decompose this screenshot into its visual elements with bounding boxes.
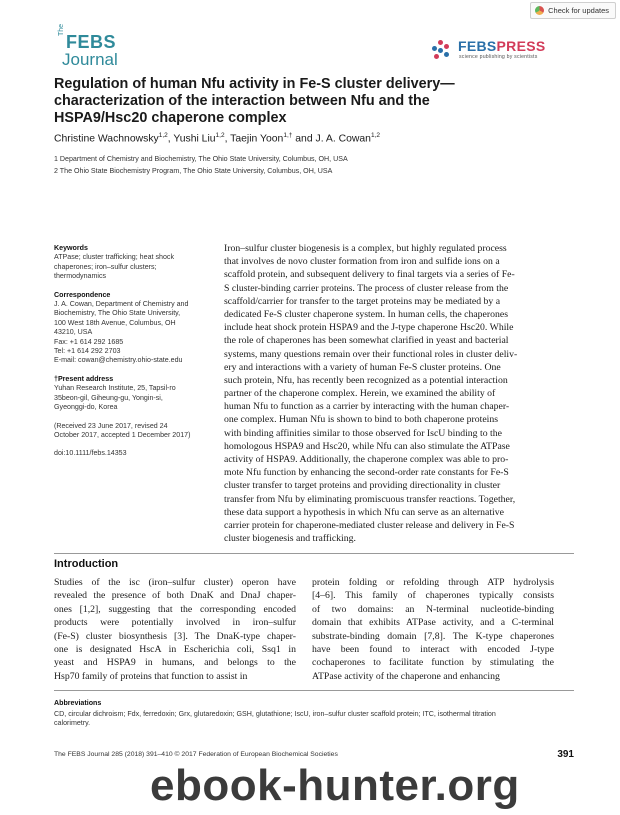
- abstract-line: ery and interactions with a variety of human Fe-S cluster proteins. One: [224, 361, 501, 373]
- intro-line: domain that exhibits ATPase activity, and a C-terminal: [312, 617, 554, 629]
- correspondence-email[interactable]: E-mail: cowan@chemistry.ohio-state.edu: [54, 356, 183, 365]
- check-for-updates-button[interactable]: [530, 2, 616, 19]
- abstract-line: that involves de novo cluster formation from iron and sulfide ions on a: [224, 256, 500, 268]
- present-address-heading: †Present address: [54, 374, 114, 383]
- doi-link[interactable]: doi:10.1111/febs.14353: [54, 449, 127, 458]
- abstract-line: S cluster-binding carrier proteins. The process of cluster release from the: [224, 282, 509, 294]
- abstract-line: activity of HSPA9. Additionally, the chaperone complex was able to pro-: [224, 454, 509, 465]
- dates-line: October 2017, accepted 1 December 2017): [54, 430, 191, 439]
- intro-line: yeast and HSPA9 in humans, and belongs to the: [54, 657, 296, 669]
- author-list: Christine Wachnowsky$^{1,2}$, Yushi Liu$^{1,2}$, Taejin Yoon$^{1,\dagger}$ and J. A. Cowan$^{1,2}$: [54, 132, 381, 145]
- febs-journal-logo: [52, 23, 136, 72]
- present-address-line: Yuhan Research Institute, 25, Tapsil-ro: [54, 384, 176, 393]
- introduction-heading: Introduction: [54, 558, 119, 570]
- abstract-line: scaffold/carrier for transfer to the target proteins may be mediated by a: [224, 295, 501, 307]
- febs-press-tagline: science publishing by scientists: [459, 54, 538, 60]
- correspondence-block: [54, 291, 214, 366]
- intro-line: have been found to interact with encoded J-type: [312, 643, 554, 655]
- watermark: ebook-hunter.org: [150, 761, 520, 810]
- intro-line: Studies of the isc (iron–sulfur cluster) operon have: [54, 577, 296, 588]
- correspondence-line: Fax: +1 614 292 1685: [54, 337, 124, 346]
- abstract-line: scaffold protein, and subsequent delivery to final targets via a series of Fe-: [224, 269, 515, 281]
- author-name: J. A. Cowan: [315, 133, 371, 145]
- intro-line: ATPase activity of the chaperone and enhancing: [312, 670, 500, 682]
- section-divider: [54, 553, 574, 554]
- abstract-line: homologous HSPA9 and Hsc20, while Nfu can also stimulate the ATPase: [224, 440, 510, 452]
- intro-line: of two domains: an N-terminal nucleotide-binding: [312, 603, 554, 615]
- abbreviations-line: calorimetry.: [54, 719, 91, 728]
- page-number: 391: [557, 749, 574, 760]
- author-affiliation: 1,2: [370, 132, 381, 139]
- abstract-line: Iron–sulfur cluster biogenesis is a complex, but highly regulated process: [224, 243, 507, 254]
- correspondence-line: Biochemistry, The Ohio State University,: [54, 309, 181, 318]
- intro-line: ones [1,2], suggesting that the corresponding encoded: [54, 603, 296, 615]
- febs-press-dots-icon: [432, 40, 454, 62]
- intro-line: Hsp70 family of proteins that function to assist in: [54, 670, 248, 682]
- intro-line: substrate-binding domain [7,8]. The K-type chaperones: [312, 630, 554, 642]
- keywords-line: ATPase; cluster trafficking; heat shock: [54, 253, 174, 262]
- dates-block: [54, 422, 214, 441]
- abstract-line: include heat shock protein HSPA9 and the J-type chaperone Hsc20. While: [224, 322, 514, 334]
- author-name: Christine Wachnowsky: [54, 133, 159, 145]
- keywords-line: thermodynamics: [54, 272, 107, 281]
- abstract-line: systems, many questions remain over their functional roles in cluster deliv-: [224, 348, 518, 360]
- author-affiliation: 1,2: [215, 132, 225, 139]
- correspondence-line: Tel: +1 614 292 2703: [54, 347, 121, 356]
- abbreviations-text: [54, 710, 574, 729]
- febs-press-name: FEBSPRESS: [458, 38, 546, 54]
- logo-the: The: [58, 23, 65, 36]
- intro-column-right: [312, 576, 554, 683]
- title-line: Regulation of human Nfu activity in Fe-S cluster delivery—: [54, 76, 455, 92]
- abstract-line: mote Nfu function by enhancing the second-order rate constants for Fe-S: [224, 467, 509, 479]
- correspondence-line: 43210, USA: [54, 328, 93, 337]
- present-address-line: 35beon-gil, Giheung-gu, Yongin-si,: [54, 393, 163, 402]
- article-title: [54, 76, 574, 127]
- author-name: Yushi Liu: [173, 133, 216, 145]
- intro-line: cochaperones to facilitate function by stimulating the: [312, 657, 554, 669]
- abstract: [224, 242, 548, 545]
- intro-line: protein folding or refolding through ATP hydrolysis: [312, 577, 554, 588]
- title-line: characterization of the interaction between Nfu and the: [54, 93, 430, 109]
- correspondence-heading: Correspondence: [54, 290, 111, 299]
- abbreviations-line: CD, circular dichroism; Fdx, ferredoxin; Grx, glutaredoxin; GSH, glutathione; IscU, iron–sulfur cluster scaffold protein; ITC, isothermal titration: [54, 710, 496, 718]
- author-affiliation: 1,†: [283, 132, 293, 139]
- abstract-line: these data support a hypothesis in which Nfu can serve as an alternative: [224, 506, 504, 518]
- abstract-line: cluster transfer to target proteins and providing directionality in cluster: [224, 480, 501, 492]
- keywords-line: chaperones; iron–sulfur clusters;: [54, 262, 157, 271]
- correspondence-line: 100 West 18th Avenue, Columbus, OH: [54, 318, 176, 327]
- footer-citation: The FEBS Journal 285 (2018) 391–410 © 2017 Federation of European Biochemical Societies: [54, 751, 338, 758]
- intro-line: revealed the presence of both DnaK and DnaJ chaper-: [54, 590, 296, 602]
- check-for-updates-label: Check for updates: [548, 6, 609, 15]
- abbreviations-heading: Abbreviations: [54, 699, 102, 707]
- abstract-line: carrier protein for chaperone-mediated cluster release and delivery in Fe-S: [224, 519, 515, 531]
- abbreviations-divider: [54, 690, 574, 691]
- correspondence-line: J. A. Cowan, Department of Chemistry and: [54, 300, 189, 309]
- present-address-block: [54, 375, 214, 413]
- intro-line: products were potentially involved in iron–sulfur: [54, 617, 296, 629]
- intro-line: [4–6]. This family of chaperones typically consists: [312, 590, 554, 602]
- keywords-block: [54, 244, 214, 282]
- intro-line: (Fe-S) cluster biosynthesis [3]. The DnaK-type chaper-: [54, 630, 296, 642]
- present-address-line: Gyeonggi-do, Korea: [54, 403, 118, 412]
- page-footer: [54, 751, 574, 758]
- article-sidebar: [54, 244, 214, 459]
- febs-press-logo: [432, 36, 582, 66]
- affiliation-1: 1 Department of Chemistry and Biochemistry, The Ohio State University, Columbus, OH, USA: [54, 155, 348, 163]
- abstract-line: such protein, Nfu, has recently been recognized as a potential interaction: [224, 374, 508, 386]
- logo-febs: FEBS: [66, 32, 117, 52]
- abstract-line: human Nfu to function as a carrier by interacting with the human chaper-: [224, 401, 510, 413]
- abstract-line: dedicated Fe-S cluster chaperone system. In human cells, the chaperones: [224, 308, 509, 320]
- affiliation-2: 2 The Ohio State Biochemistry Program, The Ohio State University, Columbus, OH, USA: [54, 167, 333, 175]
- keywords-heading: Keywords: [54, 244, 88, 252]
- crossmark-icon: [535, 6, 544, 15]
- dates-line: (Received 23 June 2017, revised 24: [54, 421, 168, 430]
- abstract-line: one complex. Human Nfu is shown to bind to both chaperone proteins: [224, 414, 499, 426]
- intro-column-left: [54, 576, 296, 683]
- abstract-line: transfer from Nfu by eliminating promiscuous transfer reactions. Together,: [224, 493, 516, 505]
- title-line: HSPA9/Hsc20 chaperone complex: [54, 110, 287, 126]
- abstract-line: partner of the chaperone complex. Herein, we examined the ability of: [224, 388, 496, 400]
- intro-line: one is designated HscA in Escherichia coli, Ssq1 in: [54, 643, 296, 655]
- author-name: Taejin Yoon: [230, 133, 284, 145]
- abstract-line: with binding affinities similar to those observed for IscU binding to the: [224, 427, 502, 439]
- abstract-line: the role of chaperones has been somewhat clarified in yeast and bacterial: [224, 335, 509, 347]
- author-affiliation: 1,2: [158, 132, 168, 139]
- abstract-line: cluster biogenesis and trafficking.: [224, 533, 356, 545]
- logo-journal: Journal: [62, 50, 118, 69]
